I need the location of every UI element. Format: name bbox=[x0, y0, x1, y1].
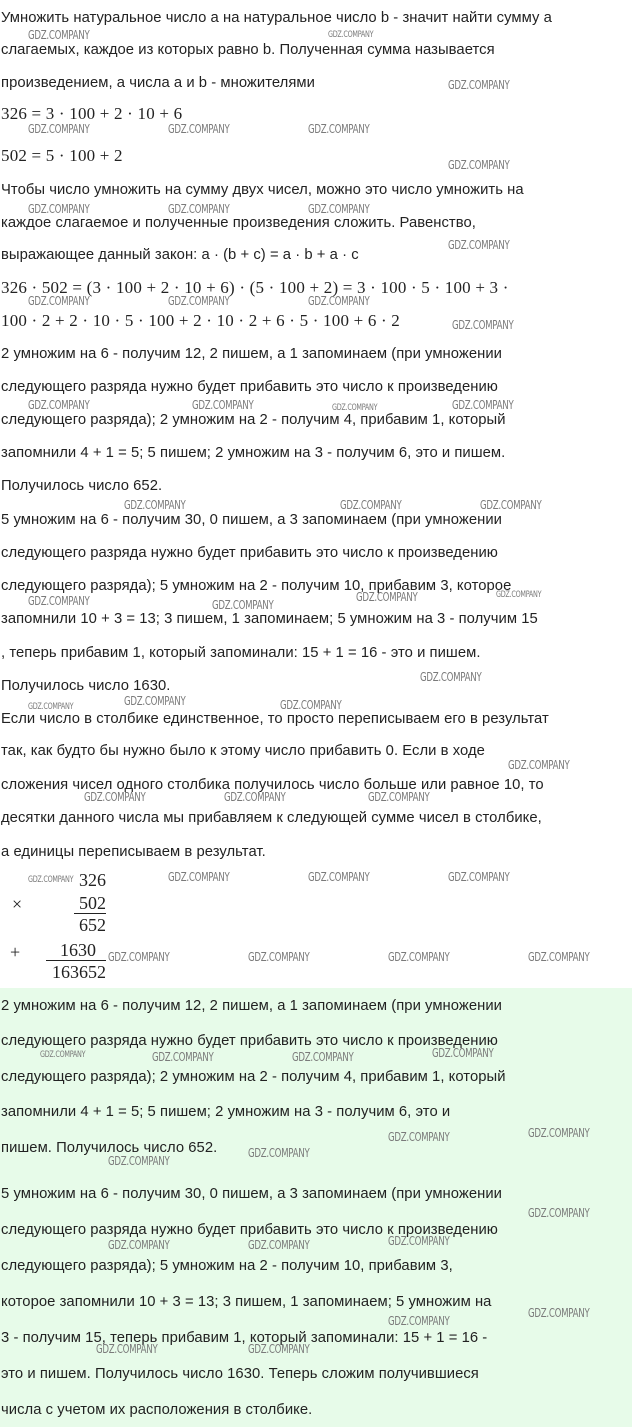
partial-product-2: 1630 bbox=[60, 940, 96, 960]
text-line: 2 умножим на 6 - получим 12, 2 пишем, а 1 запоминаем (при умножении bbox=[1, 998, 502, 1014]
multiplier: 502 bbox=[79, 893, 106, 913]
text-line: 5 умножим на 6 - получим 30, 0 пишем, а 3 запоминаем (при умножении bbox=[1, 1186, 502, 1202]
watermark: GDZ.COMPANY bbox=[432, 1046, 494, 1060]
watermark: GDZ.COMPANY bbox=[496, 590, 542, 600]
text-line: десятки данного числа мы прибавляем к следующей сумме чисел в столбике, bbox=[1, 810, 542, 826]
watermark: GDZ.COMPANY bbox=[332, 403, 378, 413]
text-line: запомнили 4 + 1 = 5; 5 пишем; 2 умножим на 3 - получим 6, это и пишем. bbox=[1, 445, 506, 461]
watermark: GDZ.COMPANY bbox=[368, 790, 430, 804]
watermark: GDZ.COMPANY bbox=[328, 30, 374, 40]
text-line: которое запомнили 10 + 3 = 13; 3 пишем, 1 запоминаем; 5 умножим на bbox=[1, 1294, 492, 1310]
text-line: Получилось число 1630. bbox=[1, 678, 171, 694]
text-line: 2 умножим на 6 - получим 12, 2 пишем, а 1 запоминаем (при умножении bbox=[1, 346, 502, 362]
watermark: GDZ.COMPANY bbox=[168, 122, 230, 136]
watermark: GDZ.COMPANY bbox=[224, 790, 286, 804]
watermark: GDZ.COMPANY bbox=[340, 498, 402, 512]
text-line: следующего разряда); 2 умножим на 2 - получим 4, прибавим 1, который bbox=[1, 1069, 506, 1085]
watermark: GDZ.COMPANY bbox=[168, 202, 230, 216]
watermark: GDZ.COMPANY bbox=[448, 78, 510, 92]
text-line: так, как будто бы нужно было к этому число прибавить 0. Если в ходе bbox=[1, 743, 485, 759]
text-line: сложения чисел одного столбика получилось число больше или равное 10, то bbox=[1, 777, 544, 793]
watermark: GDZ.COMPANY bbox=[28, 594, 90, 608]
watermark: GDZ.COMPANY bbox=[528, 950, 590, 964]
watermark: GDZ.COMPANY bbox=[388, 1234, 450, 1248]
text-line: 502 = 5 · 100 + 2 bbox=[1, 146, 123, 165]
watermark: GDZ.COMPANY bbox=[28, 122, 90, 136]
partial-product-1: 652 bbox=[79, 915, 106, 935]
times-sign: × bbox=[12, 894, 23, 914]
watermark: GDZ.COMPANY bbox=[508, 758, 570, 772]
watermark: GDZ.COMPANY bbox=[28, 202, 90, 216]
watermark: GDZ.COMPANY bbox=[40, 1050, 86, 1060]
text-line: 326 = 3 · 100 + 2 · 10 + 6 bbox=[1, 104, 183, 123]
multiplicand: 326 bbox=[79, 870, 106, 890]
watermark: GDZ.COMPANY bbox=[388, 1130, 450, 1144]
text-line: запомнили 4 + 1 = 5; 5 пишем; 2 умножим на 3 - получим 6, это и bbox=[1, 1104, 451, 1120]
watermark: GDZ.COMPANY bbox=[388, 1314, 450, 1328]
watermark: GDZ.COMPANY bbox=[248, 950, 310, 964]
watermark: GDZ.COMPANY bbox=[152, 1050, 214, 1064]
watermark: GDZ.COMPANY bbox=[448, 158, 510, 172]
watermark: GDZ.COMPANY bbox=[452, 398, 514, 412]
text-line: каждое слагаемое и полученные произведения сложить. Равенство, bbox=[1, 215, 476, 231]
text-line: 326 · 502 = (3 · 100 + 2 · 10 + 6) · (5 · 100 + 2) = 3 · 100 · 5 · 100 + 3 · bbox=[1, 278, 509, 297]
text-line: Если число в столбике единственное, то просто переписываем его в результат bbox=[1, 711, 549, 727]
text-line: 3 - получим 15, теперь прибавим 1, который запоминали: 15 + 1 = 16 - bbox=[1, 1330, 488, 1346]
text-line: следующего разряда); 2 умножим на 2 - получим 4, прибавим 1, который bbox=[1, 412, 506, 428]
watermark: GDZ.COMPANY bbox=[448, 870, 510, 884]
watermark: GDZ.COMPANY bbox=[308, 202, 370, 216]
text-line: Получилось число 652. bbox=[1, 478, 163, 494]
text-line: следующего разряда нужно будет прибавить это число к произведению bbox=[1, 379, 498, 395]
watermark: GDZ.COMPANY bbox=[452, 318, 514, 332]
watermark: GDZ.COMPANY bbox=[168, 870, 230, 884]
watermark: GDZ.COMPANY bbox=[528, 1306, 590, 1320]
watermark: GDZ.COMPANY bbox=[248, 1342, 310, 1356]
watermark: GDZ.COMPANY bbox=[108, 1154, 170, 1168]
watermark: GDZ.COMPANY bbox=[388, 950, 450, 964]
watermark: GDZ.COMPANY bbox=[96, 1342, 158, 1356]
text-line: Чтобы число умножить на сумму двух чисел, можно это число умножить на bbox=[1, 182, 524, 198]
multiplication-line bbox=[74, 913, 106, 914]
text-line: числа с учетом их расположения в столбике. bbox=[1, 1402, 313, 1418]
watermark: GDZ.COMPANY bbox=[168, 294, 230, 308]
watermark: GDZ.COMPANY bbox=[28, 702, 74, 712]
text-line: запомнили 10 + 3 = 13; 3 пишем, 1 запоминаем; 5 умножим на 3 - получим 15 bbox=[1, 611, 538, 627]
watermark: GDZ.COMPANY bbox=[308, 122, 370, 136]
watermark: GDZ.COMPANY bbox=[528, 1206, 590, 1220]
text-line: произведением, а числа a и b - множителями bbox=[1, 75, 315, 91]
watermark: GDZ.COMPANY bbox=[84, 790, 146, 804]
watermark: GDZ.COMPANY bbox=[528, 1126, 590, 1140]
watermark: GDZ.COMPANY bbox=[248, 1146, 310, 1160]
watermark: GDZ.COMPANY bbox=[448, 238, 510, 252]
text-line: слагаемых, каждое из которых равно b. Полученная сумма называется bbox=[1, 42, 495, 58]
watermark: GDZ.COMPANY bbox=[308, 294, 370, 308]
text-line: следующего разряда); 5 умножим на 2 - получим 10, прибавим 3, bbox=[1, 1258, 453, 1274]
watermark: GDZ.COMPANY bbox=[292, 1050, 354, 1064]
addition-line bbox=[46, 960, 106, 961]
watermark: GDZ.COMPANY bbox=[108, 950, 170, 964]
text-line: следующего разряда нужно будет прибавить это число к произведению bbox=[1, 545, 498, 561]
text-line: это и пишем. Получилось число 1630. Теперь сложим получившиеся bbox=[1, 1366, 479, 1382]
watermark: GDZ.COMPANY bbox=[192, 398, 254, 412]
text-line: пишем. Получилось число 652. bbox=[1, 1140, 218, 1156]
watermark: GDZ.COMPANY bbox=[108, 1238, 170, 1252]
plus-sign: + bbox=[10, 942, 21, 962]
final-product: 163652 bbox=[52, 962, 106, 982]
watermark: GDZ.COMPANY bbox=[480, 498, 542, 512]
watermark: GDZ.COMPANY bbox=[124, 498, 186, 512]
text-line: следующего разряда нужно будет прибавить это число к произведению bbox=[1, 1033, 498, 1049]
text-line: 100 · 2 + 2 · 10 · 5 · 100 + 2 · 10 · 2 + 6 · 5 · 100 + 6 · 2 bbox=[1, 311, 400, 330]
watermark: GDZ.COMPANY bbox=[28, 28, 90, 42]
watermark: GDZ.COMPANY bbox=[28, 398, 90, 412]
watermark: GDZ.COMPANY bbox=[280, 698, 342, 712]
text-line: выражающее данный закон: a · (b + c) = a · b + a · c bbox=[1, 247, 359, 263]
text-line: следующего разряда); 5 умножим на 2 - получим 10, прибавим 3, которое bbox=[1, 578, 512, 594]
text-line: а единицы переписываем в результат. bbox=[1, 844, 266, 860]
watermark: GDZ.COMPANY bbox=[124, 694, 186, 708]
watermark: GDZ.COMPANY bbox=[308, 870, 370, 884]
text-line: следующего разряда нужно будет прибавить это число к произведению bbox=[1, 1222, 498, 1238]
watermark: GDZ.COMPANY bbox=[28, 294, 90, 308]
text-line: Умножить натуральное число a на натуральное число b - значит найти сумму a bbox=[1, 10, 552, 26]
watermark: GDZ.COMPANY bbox=[28, 875, 74, 885]
watermark: GDZ.COMPANY bbox=[248, 1238, 310, 1252]
text-line: , теперь прибавим 1, который запоминали: 15 + 1 = 16 - это и пишем. bbox=[1, 645, 481, 661]
text-line: 5 умножим на 6 - получим 30, 0 пишем, а 3 запоминаем (при умножении bbox=[1, 512, 502, 528]
watermark: GDZ.COMPANY bbox=[420, 670, 482, 684]
watermark: GDZ.COMPANY bbox=[212, 598, 274, 612]
watermark: GDZ.COMPANY bbox=[356, 590, 418, 604]
